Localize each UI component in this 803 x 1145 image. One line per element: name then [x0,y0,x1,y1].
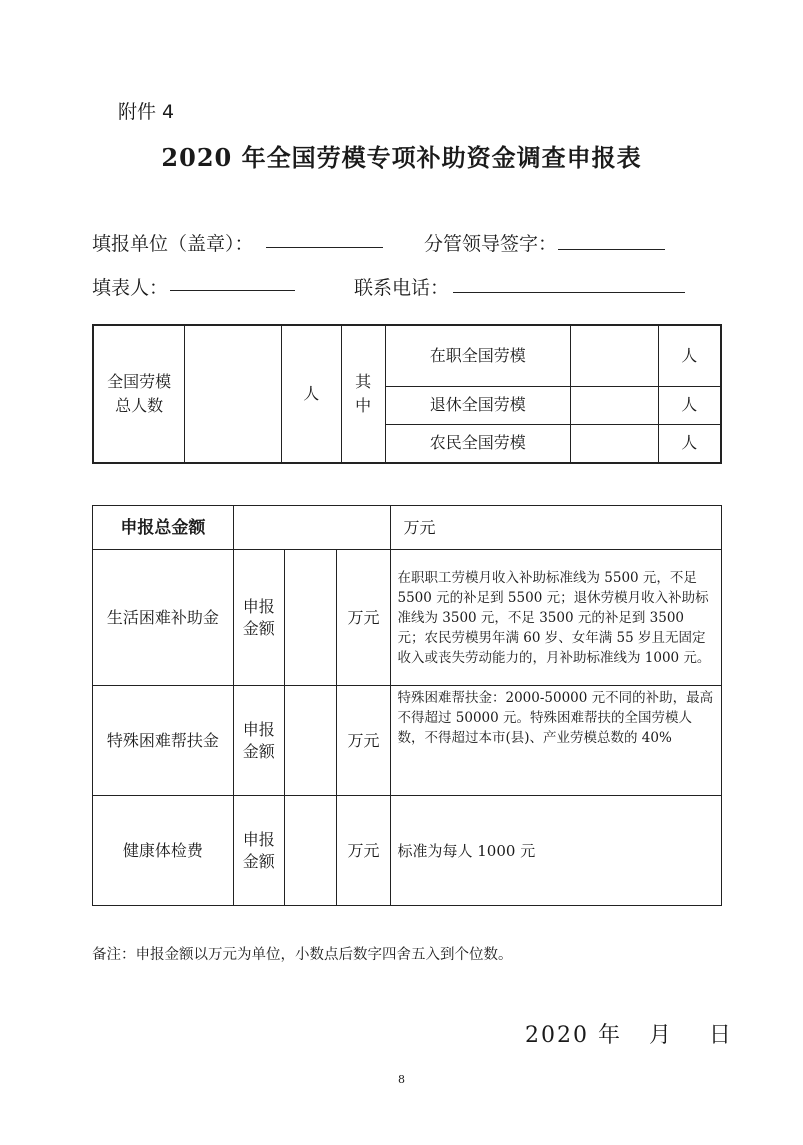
total-count-unit: 人 [281,325,341,463]
phone-label: 联系电话： [354,277,450,299]
amount-label: 申报 金额 [233,686,284,796]
date-line: 2020 年 月 日 [525,1023,733,1048]
active-model-unit: 人 [658,325,721,386]
total-amount-unit: 万元 [391,506,722,550]
special-hardship-amount[interactable] [284,686,336,796]
leader-signature-label: 分管领导签字： [424,233,558,255]
amount-unit: 万元 [336,796,391,906]
retired-model-unit: 人 [658,386,721,424]
living-subsidy-amount[interactable] [284,550,336,686]
amount-unit: 万元 [336,686,391,796]
health-check-amount[interactable] [284,796,336,906]
page-title: 2020 年全国劳模专项补助资金调查申报表 [161,143,642,172]
retired-model-label: 退休全国劳模 [385,386,570,424]
filler-field[interactable] [170,290,295,291]
special-hardship-description: 特殊困难帮扶金：2000-50000 元不同的补助，最高不得超过 50000 元。特殊困难帮扶的全国劳模人数，不得超过本市(县)、产业劳模总数的 40% [391,686,722,796]
active-model-value[interactable] [570,325,658,386]
table-row [93,550,722,686]
special-hardship-label: 特殊困难帮扶金 [93,686,234,796]
health-check-label: 健康体检费 [93,796,234,906]
attachment-label: 附件 4 [118,101,175,123]
among-label: 其 中 [341,325,385,463]
amount-unit: 万元 [336,550,391,686]
unit-field[interactable] [266,247,383,248]
farmer-model-unit: 人 [658,424,721,463]
page-number: 8 [398,1073,405,1086]
table-row [93,796,722,906]
footnote: 备注：申报金额以万元为单位，小数点后数字四舍五入到个位数。 [92,947,513,963]
retired-model-value[interactable] [570,386,658,424]
farmer-model-value[interactable] [570,424,658,463]
active-model-label: 在职全国劳模 [385,325,570,386]
health-check-description: 标准为每人 1000 元 [391,796,722,906]
total-count-value[interactable] [185,325,282,463]
total-count-label: 全国劳模 总人数 [93,325,185,463]
phone-field[interactable] [453,292,685,293]
amount-label: 申报 金额 [233,796,284,906]
filler-label: 填表人： [92,277,169,299]
leader-signature-field[interactable] [558,249,665,250]
total-amount-label: 申报总金额 [93,506,234,550]
farmer-model-label: 农民全国劳模 [385,424,570,463]
total-amount-value[interactable] [233,506,391,550]
labor-model-count-table [92,324,722,464]
amount-label: 申报 金额 [233,550,284,686]
unit-label: 填报单位（盖章）： [92,233,254,255]
table-row [93,686,722,796]
fund-application-table [92,505,722,906]
living-subsidy-label: 生活困难补助金 [93,550,234,686]
living-subsidy-description: 在职职工劳模月收入补助标准线为 5500 元，不足 5500 元的补足到 5500 元；退休劳模月收入补助标准线为 3500 元，不足 3500 元的补足到 3500 元；农民劳模男年满 60 岁、女年满 55 岁且无固定收入或丧失劳动能力的，月补助标准线为 1000 元。 [391,550,722,686]
